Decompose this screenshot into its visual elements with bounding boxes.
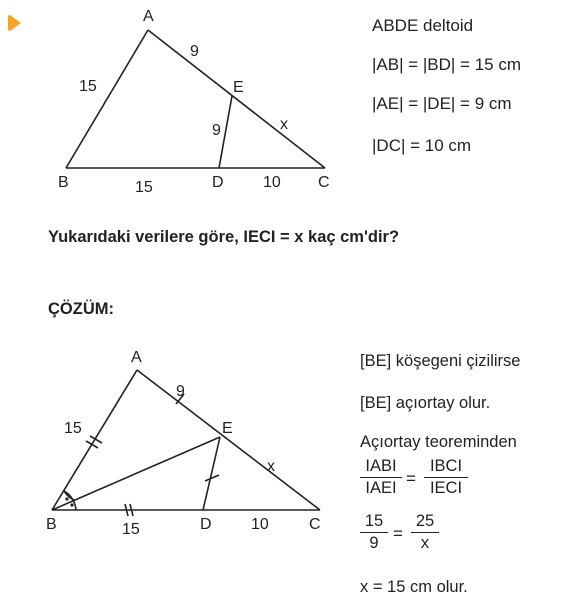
- fig2-label-B: B: [46, 516, 57, 533]
- fig2-label-C: C: [309, 516, 321, 533]
- ratio2-left-fraction: [360, 512, 388, 553]
- ratio2-den-left: 9: [369, 534, 379, 552]
- fig1-label-D: D: [212, 174, 224, 191]
- fig1-length-DC: 10: [263, 174, 281, 191]
- fig1-length-EC: x: [280, 116, 288, 133]
- solution-result: x = 15 cm olur.: [360, 578, 468, 596]
- given-line-1: |AB| = |BD| = 15 cm: [372, 55, 521, 74]
- fig2-length-DC: 10: [251, 516, 269, 533]
- fig2-length-AE: 9: [176, 383, 185, 400]
- ratio1-num-left: IABI: [365, 457, 397, 475]
- fig2-length-BD: 15: [122, 521, 140, 538]
- given-line-3: |DC| = 10 cm: [372, 136, 472, 155]
- ratio2-equals: =: [393, 524, 403, 543]
- fig1-label-E: E: [233, 79, 244, 96]
- ratio2-right-fraction: [411, 512, 439, 553]
- solution-step-1: [BE] köşegeni çizilirse: [360, 352, 521, 370]
- ratio2-num-left: 15: [364, 512, 384, 530]
- ratio1-left-fraction: [360, 457, 402, 498]
- given-title: ABDE deltoid: [372, 16, 474, 35]
- ratio1-den-right: IECI: [429, 479, 463, 497]
- fig1-length-AB: 15: [79, 78, 97, 95]
- fig2-label-D: D: [200, 516, 212, 533]
- fig1-label-B: B: [58, 174, 69, 191]
- fig1-length-DE: 9: [212, 122, 221, 139]
- ratio1-equals: =: [406, 469, 416, 488]
- fig2-length-AB: 15: [64, 420, 82, 437]
- fig2-length-EC: x: [267, 458, 275, 475]
- fig1-length-BD: 15: [135, 179, 153, 196]
- solution-step-2: [BE] açıortay olur.: [360, 394, 491, 412]
- fig1-label-A: A: [143, 8, 154, 25]
- ratio1-den-left: IAEI: [365, 479, 397, 497]
- solution-step-3: Açıortay teoreminden: [360, 433, 517, 451]
- fig2-label-A: A: [131, 349, 142, 366]
- question-text: Yukarıdaki verilere göre, IECI = x kaç cm'dir?: [48, 228, 400, 246]
- play-triangle-icon: [7, 14, 23, 32]
- given-line-2: |AE| = |DE| = 9 cm: [372, 94, 512, 113]
- ratio1-right-fraction: [424, 457, 468, 498]
- ratio2-den-right: x: [420, 534, 430, 552]
- ratio1-num-right: IBCI: [429, 457, 463, 475]
- fig1-length-AE: 9: [190, 43, 199, 60]
- solution-title: ÇÖZÜM:: [48, 300, 114, 318]
- fig2-label-E: E: [222, 420, 233, 437]
- ratio2-num-right: 25: [415, 512, 435, 530]
- fig1-label-C: C: [318, 174, 330, 191]
